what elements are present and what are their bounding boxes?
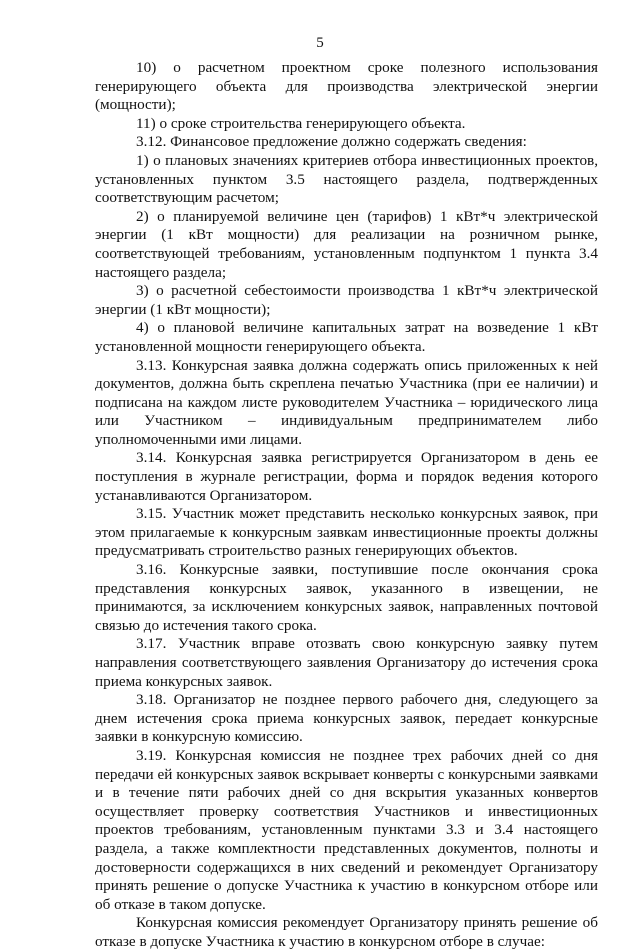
paragraph-item-10: 10) о расчетном проектном сроке полезного использования генерирующего объекта для производства электрической энергии (мощности); (95, 59, 598, 114)
paragraph-3-12-item-4: 4) о плановой величине капитальных затрат на возведение 1 кВт установленной мощности генерирующего объекта. (95, 319, 598, 355)
paragraph-3-14: 3.14. Конкурсная заявка регистрируется Организатором в день ее поступления в журнале регистрации, форма и порядок ведения которого устанавливаются Организатором. (95, 449, 598, 504)
paragraph-3-12: 3.12. Финансовое предложение должно содержать сведения: (136, 133, 527, 151)
paragraph-3-19: 3.19. Конкурсная комиссия не позднее трех рабочих дней со дня передачи ей конкурсных заявок вскрывает конверты с конкурсными заявками и в течение пяти рабочих дней со дня вскрытия указанных конвертов осуществляет проверку соответствия Участников и инвестиционных проектов требованиям, установленным пунктами 3.3 и 3.4 настоящего раздела, а также комплектности представленных документов, полноты и достоверности содержащихся в них сведений и рекомендует Организатору принять решение о допуске Участника к участию в конкурсном отборе или об отказе в таком допуске. (95, 746, 598, 913)
paragraph-3-15: 3.15. Участник может представить несколько конкурсных заявок, при этом прилагаемые к конкурсным заявкам инвестиционные проекты должны предусматривать строительство разных генерирующих объектов. (95, 505, 598, 560)
paragraph-3-12-item-2: 2) о планируемой величине цен (тарифов) 1 кВт*ч электрической энергии (1 кВт мощности) для реализации на розничном рынке, соответствующей требованиям, установленным подпунктом 1 пункта 3.4 настоящего раздела; (95, 207, 598, 281)
paragraph-3-12-item-3: 3) о расчетной себестоимости производства 1 кВт*ч электрической энергии (1 кВт мощности); (95, 282, 598, 318)
paragraph-3-16: 3.16. Конкурсные заявки, поступившие после окончания срока представления конкурсных заявок, указанного в извещении, не принимаются, за исключением конкурсных заявок, направленных почтовой связью до истечения такого срока. (95, 561, 598, 634)
paragraph-3-17: 3.17. Участник вправе отозвать свою конкурсную заявку путем направления соответствующего заявления Организатору до истечения срока приема конкурсных заявок. (95, 635, 598, 690)
paragraph-refusal-cases: Конкурсная комиссия рекомендует Организатору принять решение об отказе в допуске Участника к участию в конкурсном отборе в случае: (95, 914, 598, 950)
paragraph-3-18: 3.18. Организатор не позднее первого рабочего дня, следующего за днем истечения срока приема конкурсных заявок, передает конкурсные заявки в конкурсную комиссию. (95, 691, 598, 746)
page-number: 5 (316, 35, 324, 51)
paragraph-3-12-item-1: 1) о плановых значениях критериев отбора инвестиционных проектов, установленных пунктом 3.5 настоящего раздела, подтвержденных соответствующим расчетом; (95, 151, 598, 207)
paragraph-item-11: 11) о сроке строительства генерирующего объекта. (136, 114, 466, 132)
document-body (95, 59, 598, 952)
paragraph-3-13: 3.13. Конкурсная заявка должна содержать опись приложенных к ней документов, должна быть скреплена печатью Участника (при ее наличии) и подписана на каждом листе руководителем Участника – юридического лица или Участником – индивидуальным предпринимателем либо уполномоченными ими лицами. (95, 356, 598, 448)
